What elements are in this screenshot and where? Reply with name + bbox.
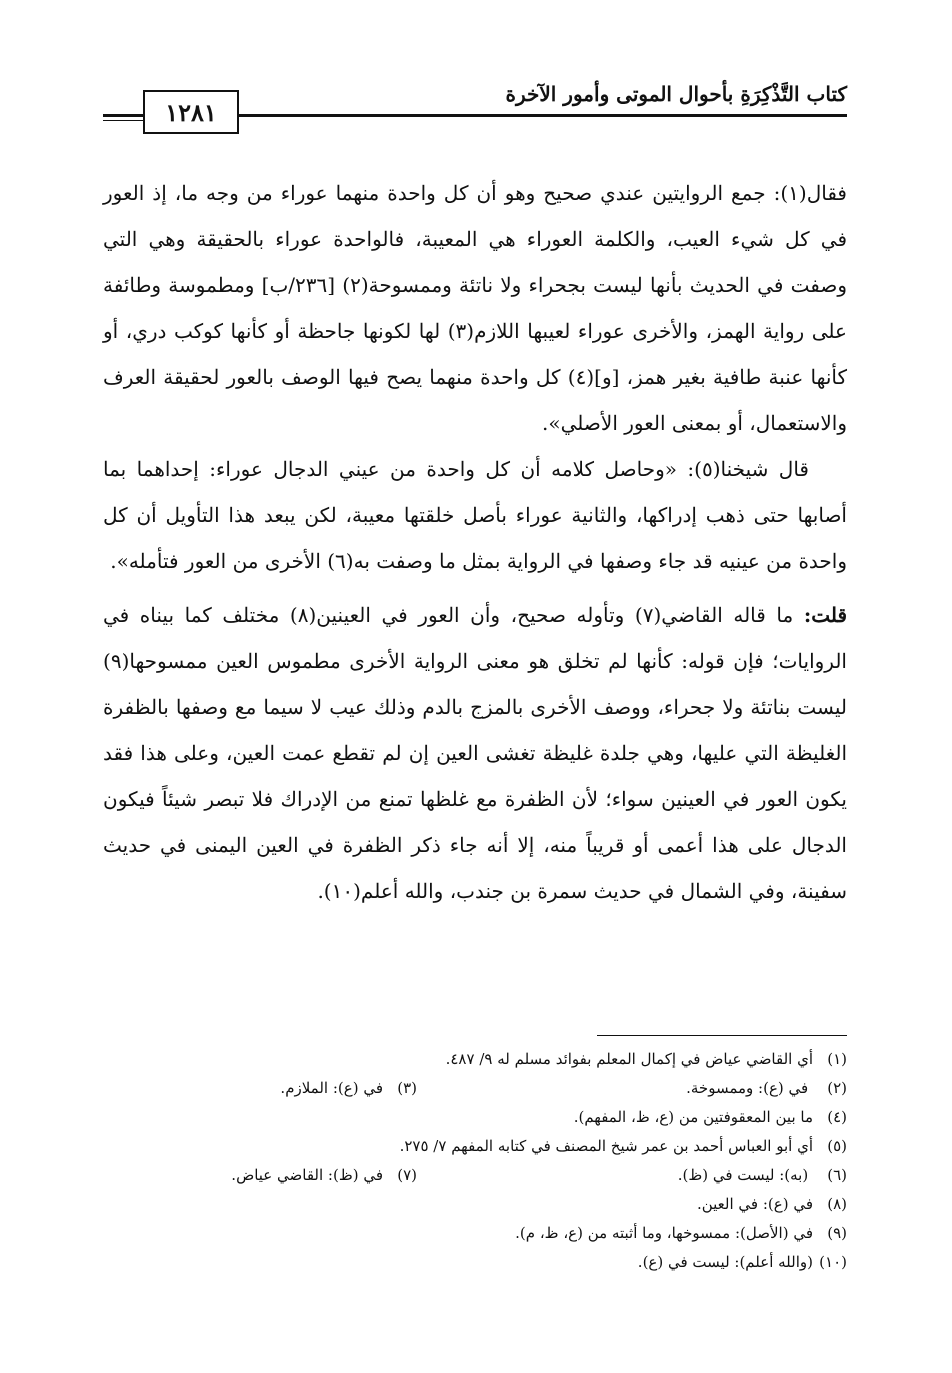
footnote-text: في (ع): في العين. bbox=[696, 1195, 813, 1213]
paragraph-1: فقال(١): جمع الروايتين عندي صحيح وهو أن كل واحدة منهما عوراء من وجه ما، إذ العور في كل شيء العيب، والكلمة العوراء هي المعيبة، فالواحدة عوراء بالحقيقة وهي التي وصفت في الحديث بأنها ليست بجحراء ولا ناتئة وممسوحة(٢) [٢٣٦/ب] ومطموسة وطائفة على رواية الهمز، والأخرى عوراء لعيبها اللازم(٣) لها لكونها جاحظة أو كأنها كوكب دري، أو كأنها عنبة طافية بغير همز، [و](٤) كل واحدة منهما يصح فيها الوصف بالعور لحقيقة العرف والاستعمال، أو بمعنى العور الأصلي». bbox=[103, 181, 848, 435]
footnote-text: (والله أعلم): ليست في (ع). bbox=[637, 1253, 813, 1271]
footnote-5 bbox=[103, 1132, 847, 1161]
footnote-number: (٣) bbox=[397, 1079, 417, 1097]
footnote-9 bbox=[103, 1219, 847, 1248]
footnote-text: (به): ليست في (ظ). bbox=[677, 1166, 809, 1184]
footnote-1 bbox=[103, 1045, 847, 1074]
paragraph-3 bbox=[103, 592, 847, 914]
footnote-number: (٢) bbox=[827, 1079, 847, 1097]
footnote-10 bbox=[103, 1248, 847, 1277]
footnote-number: (٧) bbox=[397, 1166, 417, 1184]
footnote-text: في (الأصل): ممسوخها، وما أثبته من (ع، ظ، م). bbox=[515, 1224, 813, 1242]
footnote-text: ما بين المعقوفتين من (ع، ظ، المفهم). bbox=[573, 1108, 813, 1126]
footnote-number: (٤) bbox=[827, 1108, 847, 1126]
paragraph-2: قال شيخنا(٥): «وحاصل كلامه أن كل واحدة من عيني الدجال عوراء: إحداهما بما أصابها حتى ذهب إدراكها، والثانية عوراء بأصل خلقتها معيبة، لكن يبعد هذا التأويل أن كل واحدة من عينيه قد جاء وصفها في الرواية بمثل ما وصفت به(٦) الأخرى من العور فتأمله». bbox=[103, 457, 847, 573]
footnote-text: في (ظ): القاضي عياض. bbox=[231, 1166, 383, 1184]
footnote-number: (١٠) bbox=[819, 1253, 847, 1271]
main-text bbox=[103, 170, 847, 914]
footnotes bbox=[103, 1045, 847, 1277]
footnote-4 bbox=[103, 1103, 847, 1132]
footnote-2-3 bbox=[103, 1074, 847, 1103]
footnote-text: أي أبو العباس أحمد بن عمر شيخ المصنف في كتابه المفهم ٧/ ٢٧٥. bbox=[399, 1137, 813, 1155]
footnote-number: (٩) bbox=[827, 1224, 847, 1242]
footnote-text: في (ع): وممسوخة. bbox=[686, 1079, 809, 1097]
footnote-separator bbox=[597, 1035, 847, 1036]
footnote-text: في (ع): الملازم. bbox=[280, 1079, 383, 1097]
footnote-number: (٦) bbox=[827, 1166, 847, 1184]
footnote-number: (٨) bbox=[827, 1195, 847, 1213]
page-header bbox=[103, 78, 847, 128]
running-title: كتاب التَّذْكِرَةِ بأحوال الموتى وأمور الآخرة bbox=[505, 82, 847, 106]
footnote-8 bbox=[103, 1190, 847, 1219]
paragraph-3-text: ما قاله القاضي(٧) وتأوله صحيح، وأن العور في العينين(٨) مختلف كما بيناه في الروايات؛ فإن قوله: كأنها لم تخلق هو معنى الرواية الأخرى مطموس العين ممسوحها(٩) ليست بناتئة ولا جحراء، ووصف الأخرى بالمزج بالدم وذلك عيب لا سيما مع وصفها بالظفرة الغليظة التي عليها، وهي جلدة غليظة تغشى العين إن لم تقطع عمت العين، وعلى هذا فقد يكون العور في العينين سواء؛ لأن الظفرة مع غلظها تمنع من الإدراك فلا تبصر شيئاً فيكون الدجال على هذا أعمى أو قريباً منه، إلا أنه جاء ذكر الظفرة في العين اليمنى في حديث سفينة، وفي الشمال في حديث سمرة بن جندب، والله أعلم(١٠). bbox=[103, 603, 847, 903]
page-number: ١٢٨١ bbox=[143, 90, 239, 134]
footnote-text: أي القاضي عياض في إكمال المعلم بفوائد مسلم له ٩/ ٤٨٧. bbox=[445, 1050, 813, 1068]
footnote-number: (١) bbox=[827, 1050, 847, 1068]
footnote-6-7 bbox=[103, 1161, 847, 1190]
footnote-number: (٥) bbox=[827, 1137, 847, 1155]
paragraph-3-lead: قلت: bbox=[803, 603, 848, 627]
